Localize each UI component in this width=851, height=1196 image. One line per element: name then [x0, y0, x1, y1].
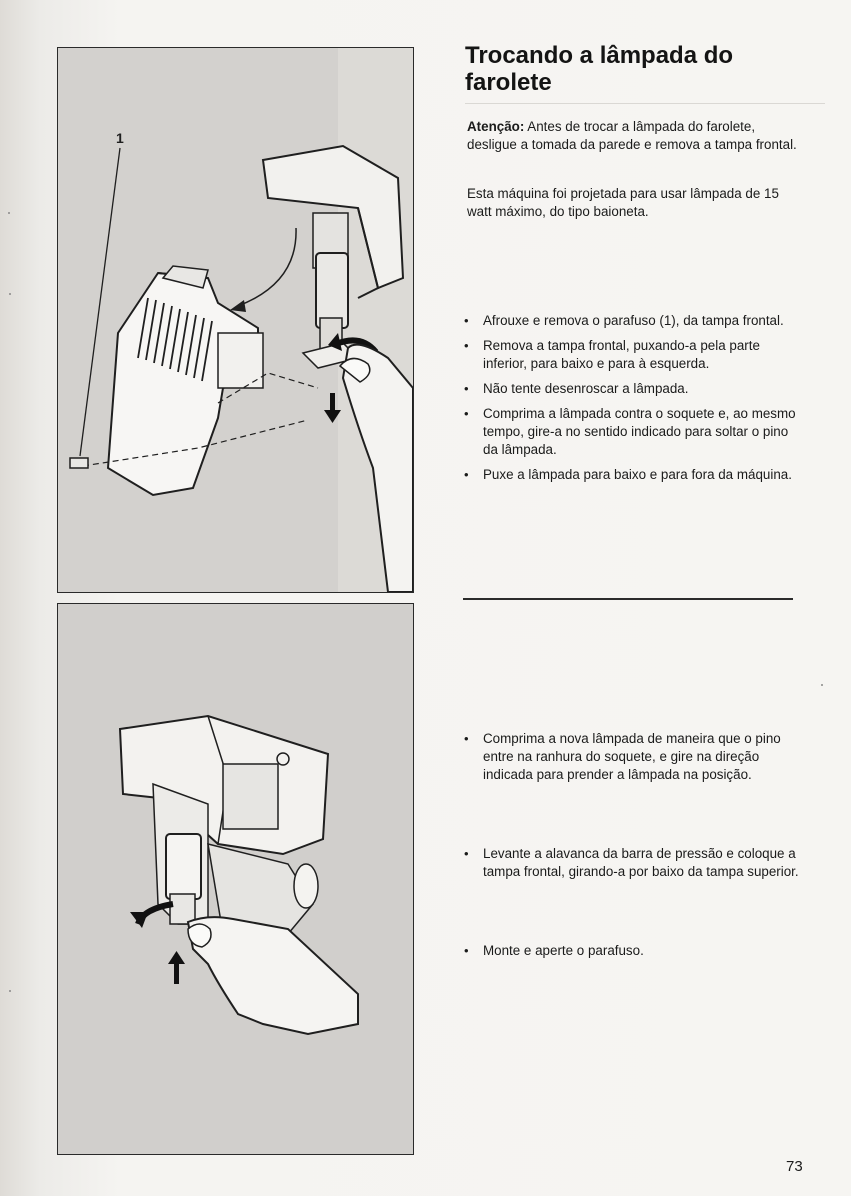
list-item: [462, 337, 802, 373]
list-item: [462, 845, 802, 881]
bullet-icon: •: [464, 467, 469, 482]
step-text: Não tente desenroscar a lâmpada.: [483, 381, 689, 396]
list-item: [462, 466, 802, 484]
insert-bulb-illustration: [58, 604, 413, 1154]
step-text: Remova a tampa frontal, puxando-a pela parte inferior, para baixo e para à esquerda.: [483, 338, 760, 371]
step-text: Monte e aperte o parafuso.: [483, 943, 644, 958]
bullet-icon: •: [464, 338, 469, 353]
bullet-icon: •: [464, 406, 469, 421]
screw-step-list: [462, 942, 802, 967]
callout-label-1: 1: [116, 130, 124, 146]
remove-cover-illustration: [58, 48, 413, 592]
insert-step-list: [462, 730, 802, 791]
warning-label: Atenção:: [467, 119, 525, 134]
step-text: Afrouxe e remova o parafuso (1), da tampa frontal.: [483, 313, 784, 328]
scan-speck: [9, 293, 11, 295]
bullet-icon: •: [464, 381, 469, 396]
scan-speck: [8, 212, 10, 214]
list-item: [462, 730, 802, 784]
step-text: Puxe a lâmpada para baixo e para fora da máquina.: [483, 467, 792, 482]
bullet-icon: •: [464, 943, 469, 958]
removal-steps-list: [462, 312, 802, 491]
section-divider: [463, 598, 793, 600]
page-title: Trocando a lâmpada do farolete: [465, 42, 734, 96]
page-number: 73: [786, 1158, 803, 1175]
warning-paragraph: [467, 118, 797, 154]
step-text: Comprima a nova lâmpada de maneira que o pino entre na ranhura do soquete, e gire na direção indicada para prender a lâmpada na posição.: [483, 731, 781, 782]
scan-speck: [821, 684, 823, 686]
scan-speck: [9, 990, 11, 992]
step-text: Comprima a lâmpada contra o soquete e, ao mesmo tempo, gire-a no sentido indicado para soltar o pino da lâmpada.: [483, 406, 796, 457]
cover-step-list: [462, 845, 802, 888]
title-rule: [465, 103, 825, 104]
bullet-icon: •: [464, 313, 469, 328]
list-item: [462, 380, 802, 398]
list-item: [462, 405, 802, 459]
list-item: [462, 942, 802, 960]
step-text: Levante a alavanca da barra de pressão e coloque a tampa frontal, girando-a por baixo da tampa superior.: [483, 846, 799, 879]
figure-remove-cover: [57, 47, 414, 593]
figure-insert-bulb: [57, 603, 414, 1155]
bullet-icon: •: [464, 846, 469, 861]
warning-text: Antes de trocar a lâmpada do farolete, desligue a tomada da parede e remova a tampa frontal.: [467, 119, 797, 152]
lamp-spec-paragraph: Esta máquina foi projetada para usar lâmpada de 15 watt máximo, do tipo baioneta.: [467, 186, 779, 219]
list-item: [462, 312, 802, 330]
bullet-icon: •: [464, 731, 469, 746]
